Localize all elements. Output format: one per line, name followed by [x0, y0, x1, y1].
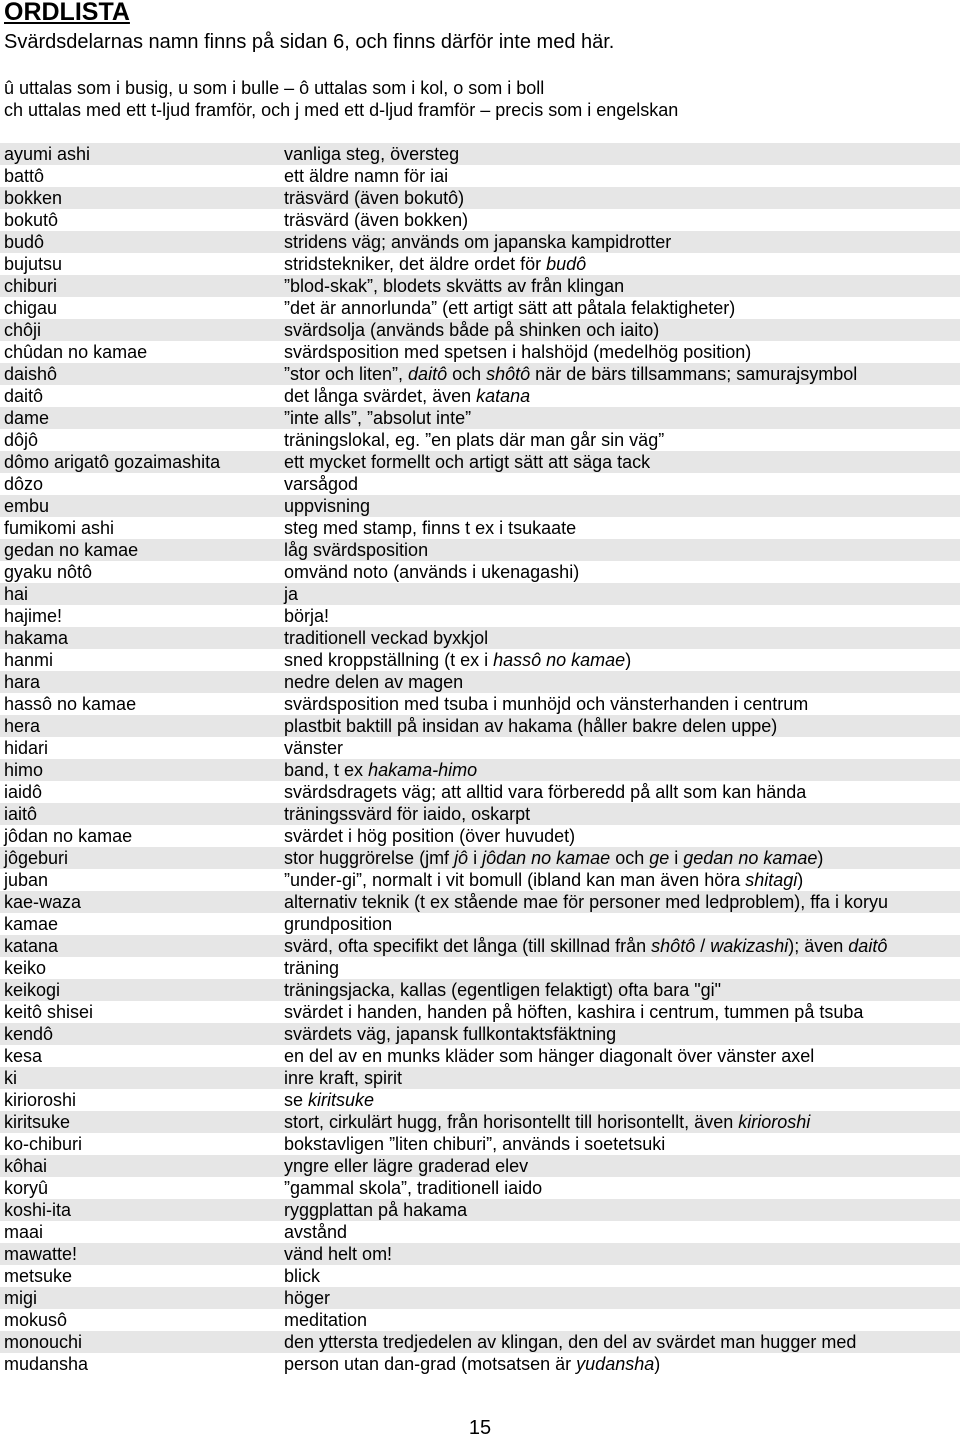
glossary-definition: den yttersta tredjedelen av klingan, den del av svärdet man hugger med	[284, 1332, 857, 1352]
glossary-definition: börja!	[284, 606, 330, 626]
glossary-row	[0, 1001, 960, 1023]
glossary-row	[0, 209, 960, 231]
glossary-definition: stor huggrörelse (jmf jô i jôdan no kamae och ge i gedan no kamae)	[284, 848, 824, 868]
glossary-term: ayumi ashi	[4, 144, 91, 164]
glossary-term: daishô	[4, 364, 58, 384]
glossary-definition: svärdet i handen, handen på höften, kashira i centrum, tummen på tsuba	[284, 1002, 864, 1022]
glossary-term: hassô no kamae	[4, 694, 137, 714]
glossary-row	[0, 1089, 960, 1111]
glossary-definition: bokstavligen ”liten chiburi”, används i soetetsuki	[284, 1134, 666, 1154]
glossary-row	[0, 297, 960, 319]
glossary-term: koshi-ita	[4, 1200, 72, 1220]
glossary-row	[0, 759, 960, 781]
glossary-row	[0, 803, 960, 825]
glossary-term: chiburi	[4, 276, 58, 296]
glossary-term: gyaku nôtô	[4, 562, 93, 582]
glossary-term: hajime!	[4, 606, 63, 626]
glossary-row	[0, 341, 960, 363]
glossary-term: kendô	[4, 1024, 54, 1044]
glossary-definition: träningssvärd för iaido, oskarpt	[284, 804, 531, 824]
glossary-row	[0, 737, 960, 759]
glossary-term: maai	[4, 1222, 44, 1242]
glossary-definition: omvänd noto (används i ukenagashi)	[284, 562, 580, 582]
glossary-term: dômo arigatô gozaimashita	[4, 452, 221, 472]
glossary-definition: uppvisning	[284, 496, 371, 516]
glossary-definition: träning	[284, 958, 340, 978]
glossary-term: keiko	[4, 958, 47, 978]
glossary-row	[0, 979, 960, 1001]
glossary-term: mokusô	[4, 1310, 68, 1330]
glossary-row	[0, 847, 960, 869]
glossary-row	[0, 913, 960, 935]
glossary-definition: alternativ teknik (t ex stående mae för personer med ledproblem), ffa i koryu	[284, 892, 888, 912]
glossary-definition: sned kroppställning (t ex i hassô no kamae)	[284, 650, 632, 670]
glossary-row	[0, 1045, 960, 1067]
glossary-term: hara	[4, 672, 41, 692]
glossary-term: iaidô	[4, 782, 43, 802]
glossary-term: kae-waza	[4, 892, 82, 912]
glossary-row	[0, 1243, 960, 1265]
glossary-row	[0, 1199, 960, 1221]
glossary-row	[0, 495, 960, 517]
glossary-row	[0, 319, 960, 341]
glossary-term: keikogi	[4, 980, 61, 1000]
glossary-definition: yngre eller lägre graderad elev	[284, 1156, 529, 1176]
glossary-definition: ”gammal skola”, traditionell iaido	[284, 1178, 543, 1198]
glossary-row	[0, 1111, 960, 1133]
glossary-row	[0, 605, 960, 627]
glossary-row	[0, 693, 960, 715]
glossary-term: ki	[4, 1068, 17, 1088]
glossary-term: katana	[4, 936, 59, 956]
glossary-row	[0, 451, 960, 473]
glossary-term: battô	[4, 166, 45, 186]
glossary-row	[0, 869, 960, 891]
glossary-row	[0, 429, 960, 451]
glossary-definition: svärdsdragets väg; att alltid vara förberedd på allt som kan hända	[284, 782, 807, 802]
glossary-term: fumikomi ashi	[4, 518, 115, 538]
glossary-term: hidari	[4, 738, 49, 758]
glossary-definition: svärdsposition med tsuba i munhöjd och vänsterhanden i centrum	[284, 694, 809, 714]
glossary-row	[0, 143, 960, 165]
glossary-definition: vänd helt om!	[284, 1244, 393, 1264]
glossary-row	[0, 165, 960, 187]
glossary-row	[0, 561, 960, 583]
glossary-definition: vanliga steg, översteg	[284, 144, 460, 164]
glossary-term: kiritsuke	[4, 1112, 71, 1132]
glossary-row	[0, 363, 960, 385]
glossary-row	[0, 1353, 960, 1375]
glossary-definition: ”det är annorlunda” (ett artigt sätt att påtala felaktigheter)	[284, 298, 736, 318]
glossary-term: dôzo	[4, 474, 44, 494]
intro-text: Svärdsdelarnas namn finns på sidan 6, och finns därför inte med här.	[4, 31, 615, 53]
glossary-definition: ryggplattan på hakama	[284, 1200, 468, 1220]
glossary-term: himo	[4, 760, 44, 780]
glossary-term: kesa	[4, 1046, 43, 1066]
glossary-definition: ett äldre namn för iai	[284, 166, 449, 186]
glossary-definition: det långa svärdet, även katana	[284, 386, 531, 406]
page-number: 15	[468, 1417, 492, 1439]
glossary-term: kirioroshi	[4, 1090, 77, 1110]
glossary-term: migi	[4, 1288, 38, 1308]
glossary-row	[0, 627, 960, 649]
glossary-definition: person utan dan-grad (motsatsen är yudansha)	[284, 1354, 661, 1374]
glossary-term: jôdan no kamae	[4, 826, 133, 846]
glossary-definition: nedre delen av magen	[284, 672, 464, 692]
glossary-definition: ja	[284, 584, 299, 604]
glossary-term: chigau	[4, 298, 58, 318]
glossary-term: dôjô	[4, 430, 39, 450]
glossary-row	[0, 781, 960, 803]
glossary-row	[0, 1287, 960, 1309]
glossary-term: juban	[4, 870, 49, 890]
glossary-definition: blick	[284, 1266, 321, 1286]
page-title: ORDLISTA	[4, 0, 130, 26]
glossary-term: jôgeburi	[4, 848, 69, 868]
glossary-definition: ”under-gi”, normalt i vit bomull (ibland kan man även höra shitagi)	[284, 870, 804, 890]
glossary-row	[0, 275, 960, 297]
glossary-row	[0, 1023, 960, 1045]
glossary-row	[0, 539, 960, 561]
glossary-row	[0, 385, 960, 407]
glossary-definition: band, t ex hakama-himo	[284, 760, 478, 780]
glossary-term: bokutô	[4, 210, 59, 230]
glossary-term: mawatte!	[4, 1244, 78, 1264]
pronunciation-note-2: ch uttalas med ett t-ljud framför, och j med ett d-ljud framför – precis som i engelskan	[4, 100, 679, 120]
glossary-definition: träningslokal, eg. ”en plats där man går sin väg”	[284, 430, 665, 450]
glossary-row	[0, 1133, 960, 1155]
glossary-definition: se kiritsuke	[284, 1090, 375, 1110]
glossary-row	[0, 517, 960, 539]
glossary-row	[0, 1177, 960, 1199]
glossary-row	[0, 825, 960, 847]
glossary-term: iaitô	[4, 804, 38, 824]
glossary-definition: svärdet i hög position (över huvudet)	[284, 826, 576, 846]
glossary-term: hanmi	[4, 650, 54, 670]
glossary-row	[0, 715, 960, 737]
glossary-row	[0, 671, 960, 693]
glossary-term: dame	[4, 408, 50, 428]
glossary-row	[0, 1331, 960, 1353]
glossary-term: chûdan no kamae	[4, 342, 148, 362]
glossary-row	[0, 1265, 960, 1287]
glossary-definition: ”stor och liten”, daitô och shôtô när de bärs tillsammans; samurajsymbol	[284, 364, 858, 384]
glossary-definition: en del av en munks kläder som hänger diagonalt över vänster axel	[284, 1046, 815, 1066]
glossary-table	[0, 143, 960, 1375]
glossary-row	[0, 957, 960, 979]
glossary-term: chôji	[4, 320, 42, 340]
glossary-row	[0, 649, 960, 671]
glossary-definition: svärd, ofta specifikt det långa (till skillnad från shôtô / wakizashi); även daitô	[284, 936, 888, 956]
glossary-definition: stridens väg; används om japanska kampidrotter	[284, 232, 672, 252]
glossary-definition: låg svärdsposition	[284, 540, 429, 560]
glossary-definition: varsågod	[284, 474, 359, 494]
glossary-definition: stort, cirkulärt hugg, från horisontellt till horisontellt, även kirioroshi	[284, 1112, 811, 1132]
glossary-term: hakama	[4, 628, 69, 648]
glossary-definition: vänster	[284, 738, 344, 758]
glossary-term: metsuke	[4, 1266, 73, 1286]
glossary-definition: ”blod-skak”, blodets skvätts av från klingan	[284, 276, 625, 296]
glossary-definition: träsvärd (även bokken)	[284, 210, 469, 230]
glossary-term: keitô shisei	[4, 1002, 94, 1022]
glossary-definition: träsvärd (även bokutô)	[284, 188, 465, 208]
glossary-row	[0, 231, 960, 253]
glossary-definition: meditation	[284, 1310, 368, 1330]
glossary-definition: stridstekniker, det äldre ordet för budô	[284, 254, 587, 274]
glossary-term: embu	[4, 496, 50, 516]
glossary-definition: träningsjacka, kallas (egentligen felaktigt) ofta bara "gi"	[284, 980, 722, 1000]
glossary-definition: svärdets väg, japansk fullkontaktsfäktning	[284, 1024, 617, 1044]
glossary-term: mudansha	[4, 1354, 89, 1374]
glossary-row	[0, 1309, 960, 1331]
glossary-definition: höger	[284, 1288, 331, 1308]
glossary-definition: svärdsolja (används både på shinken och iaito)	[284, 320, 660, 340]
glossary-row	[0, 1067, 960, 1089]
glossary-term: daitô	[4, 386, 44, 406]
glossary-definition: ”inte alls”, ”absolut inte”	[284, 408, 472, 428]
glossary-row	[0, 473, 960, 495]
glossary-row	[0, 891, 960, 913]
glossary-definition: traditionell veckad byxkjol	[284, 628, 489, 648]
glossary-term: hera	[4, 716, 41, 736]
glossary-row	[0, 253, 960, 275]
glossary-definition: grundposition	[284, 914, 393, 934]
glossary-term: hai	[4, 584, 29, 604]
glossary-term: monouchi	[4, 1332, 83, 1352]
glossary-row	[0, 935, 960, 957]
glossary-term: koryû	[4, 1178, 49, 1198]
glossary-row	[0, 1221, 960, 1243]
pronunciation-note-1: û uttalas som i busig, u som i bulle – ô uttalas som i kol, o som i boll	[4, 78, 545, 98]
glossary-term: budô	[4, 232, 45, 252]
glossary-row	[0, 583, 960, 605]
glossary-term: kôhai	[4, 1156, 48, 1176]
glossary-term: bokken	[4, 188, 63, 208]
glossary-definition: plastbit baktill på insidan av hakama (håller bakre delen uppe)	[284, 716, 778, 736]
glossary-definition: inre kraft, spirit	[284, 1068, 403, 1088]
glossary-row	[0, 1155, 960, 1177]
glossary-definition: steg med stamp, finns t ex i tsukaate	[284, 518, 577, 538]
glossary-term: gedan no kamae	[4, 540, 139, 560]
glossary-definition: avstånd	[284, 1222, 348, 1242]
glossary-definition: ett mycket formellt och artigt sätt att säga tack	[284, 452, 651, 472]
glossary-row	[0, 187, 960, 209]
glossary-definition: svärdsposition med spetsen i halshöjd (medelhög position)	[284, 342, 752, 362]
glossary-term: bujutsu	[4, 254, 63, 274]
glossary-row	[0, 407, 960, 429]
glossary-term: ko-chiburi	[4, 1134, 83, 1154]
glossary-term: kamae	[4, 914, 59, 934]
